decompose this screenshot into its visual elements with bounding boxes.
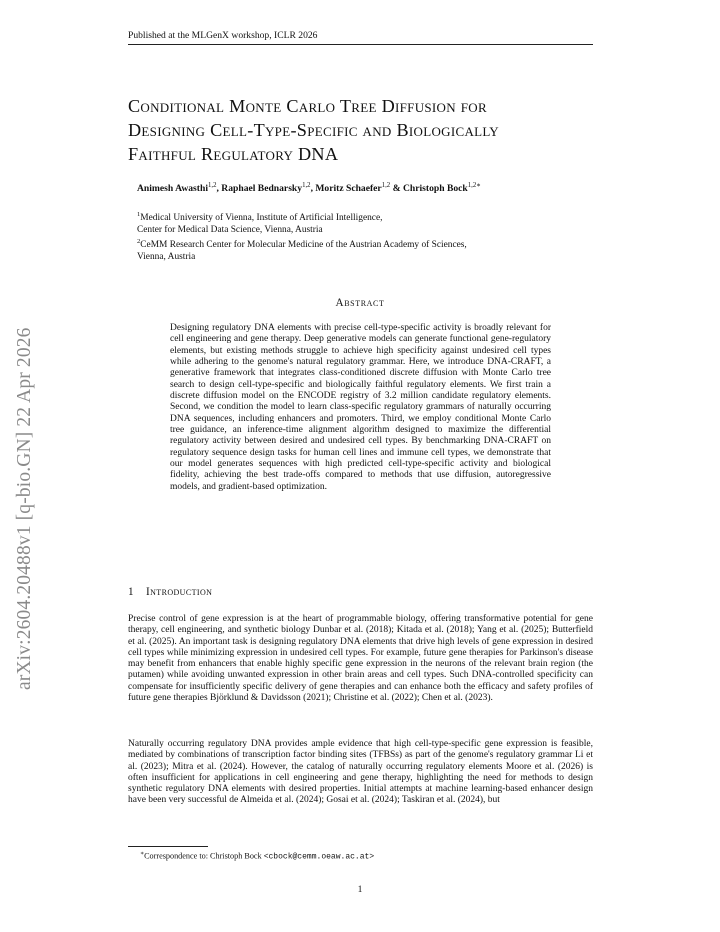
footnote-divider xyxy=(128,846,208,847)
author-name: Animesh Awasthi xyxy=(137,183,208,195)
author-affiliation-mark: 1,2 xyxy=(302,182,311,189)
footnote-text: Correspondence to: Christoph Bock xyxy=(144,851,264,861)
title-line: Faithful Regulatory DNA xyxy=(128,144,339,164)
arxiv-identifier[interactable]: arXiv:2604.20488v1 [q-bio.GN] 22 Apr 2026 xyxy=(14,327,35,690)
author-affiliation-mark: 1,2∗ xyxy=(467,182,481,189)
author-separator: , xyxy=(216,183,222,195)
affiliation-text: Medical University of Vienna, Institute of Artificial Intelligence, xyxy=(140,213,383,224)
author-name: Moritz Schaefer xyxy=(315,183,382,195)
author-separator: , xyxy=(310,183,316,195)
author-affiliation-mark: 1,2 xyxy=(208,182,217,189)
author-name: Christoph Bock xyxy=(402,183,468,195)
section-heading-introduction xyxy=(128,586,212,598)
affiliation-line: Center for Medical Data Science, Vienna, Austria xyxy=(137,224,323,235)
section-title: Introduction xyxy=(146,586,213,598)
intro-paragraph-1: Precise control of gene expression is at the heart of programmable biology, offering transformative potential for gene therapy, cell engineering, and synthetic biology Dunbar et al. (2018); Kitada et al. (2018); Yang et al. (2025); Butterfield et al. (2025). An important task is designing regulatory DNA elements that drive high levels of gene expression in desired cell types while minimizing expression in undesired cell types. For example, future gene therapies for Parkinson's disease may benefit from enhancers that enable highly specific gene expression in the neurons of the relevant brain region (the putamen) while avoiding unwanted expression in other brain areas and cell types. Such DNA-controlled specificity can compensate for insufficiently specific delivery of gene therapies and can enhance both the efficacy and safety profiles of future gene therapies Björklund & Davidsson (2021); Christine et al. (2022); Chen et al. (2023). xyxy=(128,614,593,704)
section-number: 1 xyxy=(128,586,134,598)
footnote-mark: ∗ xyxy=(140,851,145,857)
intro-paragraph-2: Naturally occurring regulatory DNA provides ample evidence that high cell-type-specific gene expression is feasible, mediated by combinations of transcription factor binding sites (TFBSs) as part of the genome's regulatory grammar Li et al. (2023); Mitra et al. (2024). However, the catalog of naturally occurring regulatory elements Moore et al. (2026) is often insufficient for applications in cell engineering and gene therapy, highlighting the need for methods to design synthetic regulatory DNA elements with desired properties. Initial attempts at machine learning-based enhancer design have been very successful de Almeida et al. (2024); Gosai et al. (2024); Taskiran et al. (2024), but xyxy=(128,739,593,806)
affiliations xyxy=(137,209,467,264)
title-line: Designing Cell-Type-Specific and Biologically xyxy=(128,120,499,140)
affiliation-mark: 2 xyxy=(137,238,141,246)
author-list xyxy=(137,181,481,194)
affiliation-text: CeMM Research Center for Molecular Medicine of the Austrian Academy of Sciences, xyxy=(140,240,467,251)
affiliation-line xyxy=(137,209,467,225)
author-separator: & xyxy=(390,183,403,195)
abstract-heading: Abstract xyxy=(335,297,385,309)
correspondence-footnote xyxy=(140,850,374,862)
author-name: Raphael Bednarsky xyxy=(221,183,303,195)
running-header: Published at the MLGenX workshop, ICLR 2026 xyxy=(128,30,593,45)
page-number: 1 xyxy=(357,884,363,895)
affiliation-line: Vienna, Austria xyxy=(137,252,196,263)
affiliation-line xyxy=(137,236,467,252)
affiliation-mark: 1 xyxy=(137,211,141,218)
title-line: Conditional Monte Carlo Tree Diffusion for xyxy=(128,96,487,116)
correspondence-email[interactable]: <cbock@cemm.oeaw.ac.at> xyxy=(263,852,375,862)
paper-title xyxy=(128,94,598,166)
abstract-body: Designing regulatory DNA elements with precise cell-type-specific activity is broadly relevant for cell engineering and gene therapy. Deep generative models can generate functional gene-regulatory elements, but existing methods struggle to achieve high specificity against undesired cell types while adhering to the genome's natural regulatory grammar. Here, we introduce DNA-CRAFT, a generative framework that integrates class-conditioned discrete diffusion with Monte Carlo tree search to design cell-type-specific and biologically faithful regulatory elements. We first train a discrete diffusion model on the ENCODE registry of 3.2 million candidate regulatory elements. Second, we condition the model to learn class-specific regulatory grammars of naturally occurring DNA sequences, including enhancers and promoters. Third, we employ conditional Monte Carlo tree guidance, an inference-time alignment algorithm designed to maximize the differential regulatory activity between desired and undesired cell types. By benchmarking DNA-CRAFT on regulatory sequence design tasks for human cell lines and immune cell types, we demonstrate that our model generates sequences with high predicted cell-type-specific activity and biological fidelity, achieving the best trade-offs compared to methods that use diffusion, autoregressive models, and gradient-based optimization. xyxy=(170,323,551,492)
author-affiliation-mark: 1,2 xyxy=(381,182,391,189)
